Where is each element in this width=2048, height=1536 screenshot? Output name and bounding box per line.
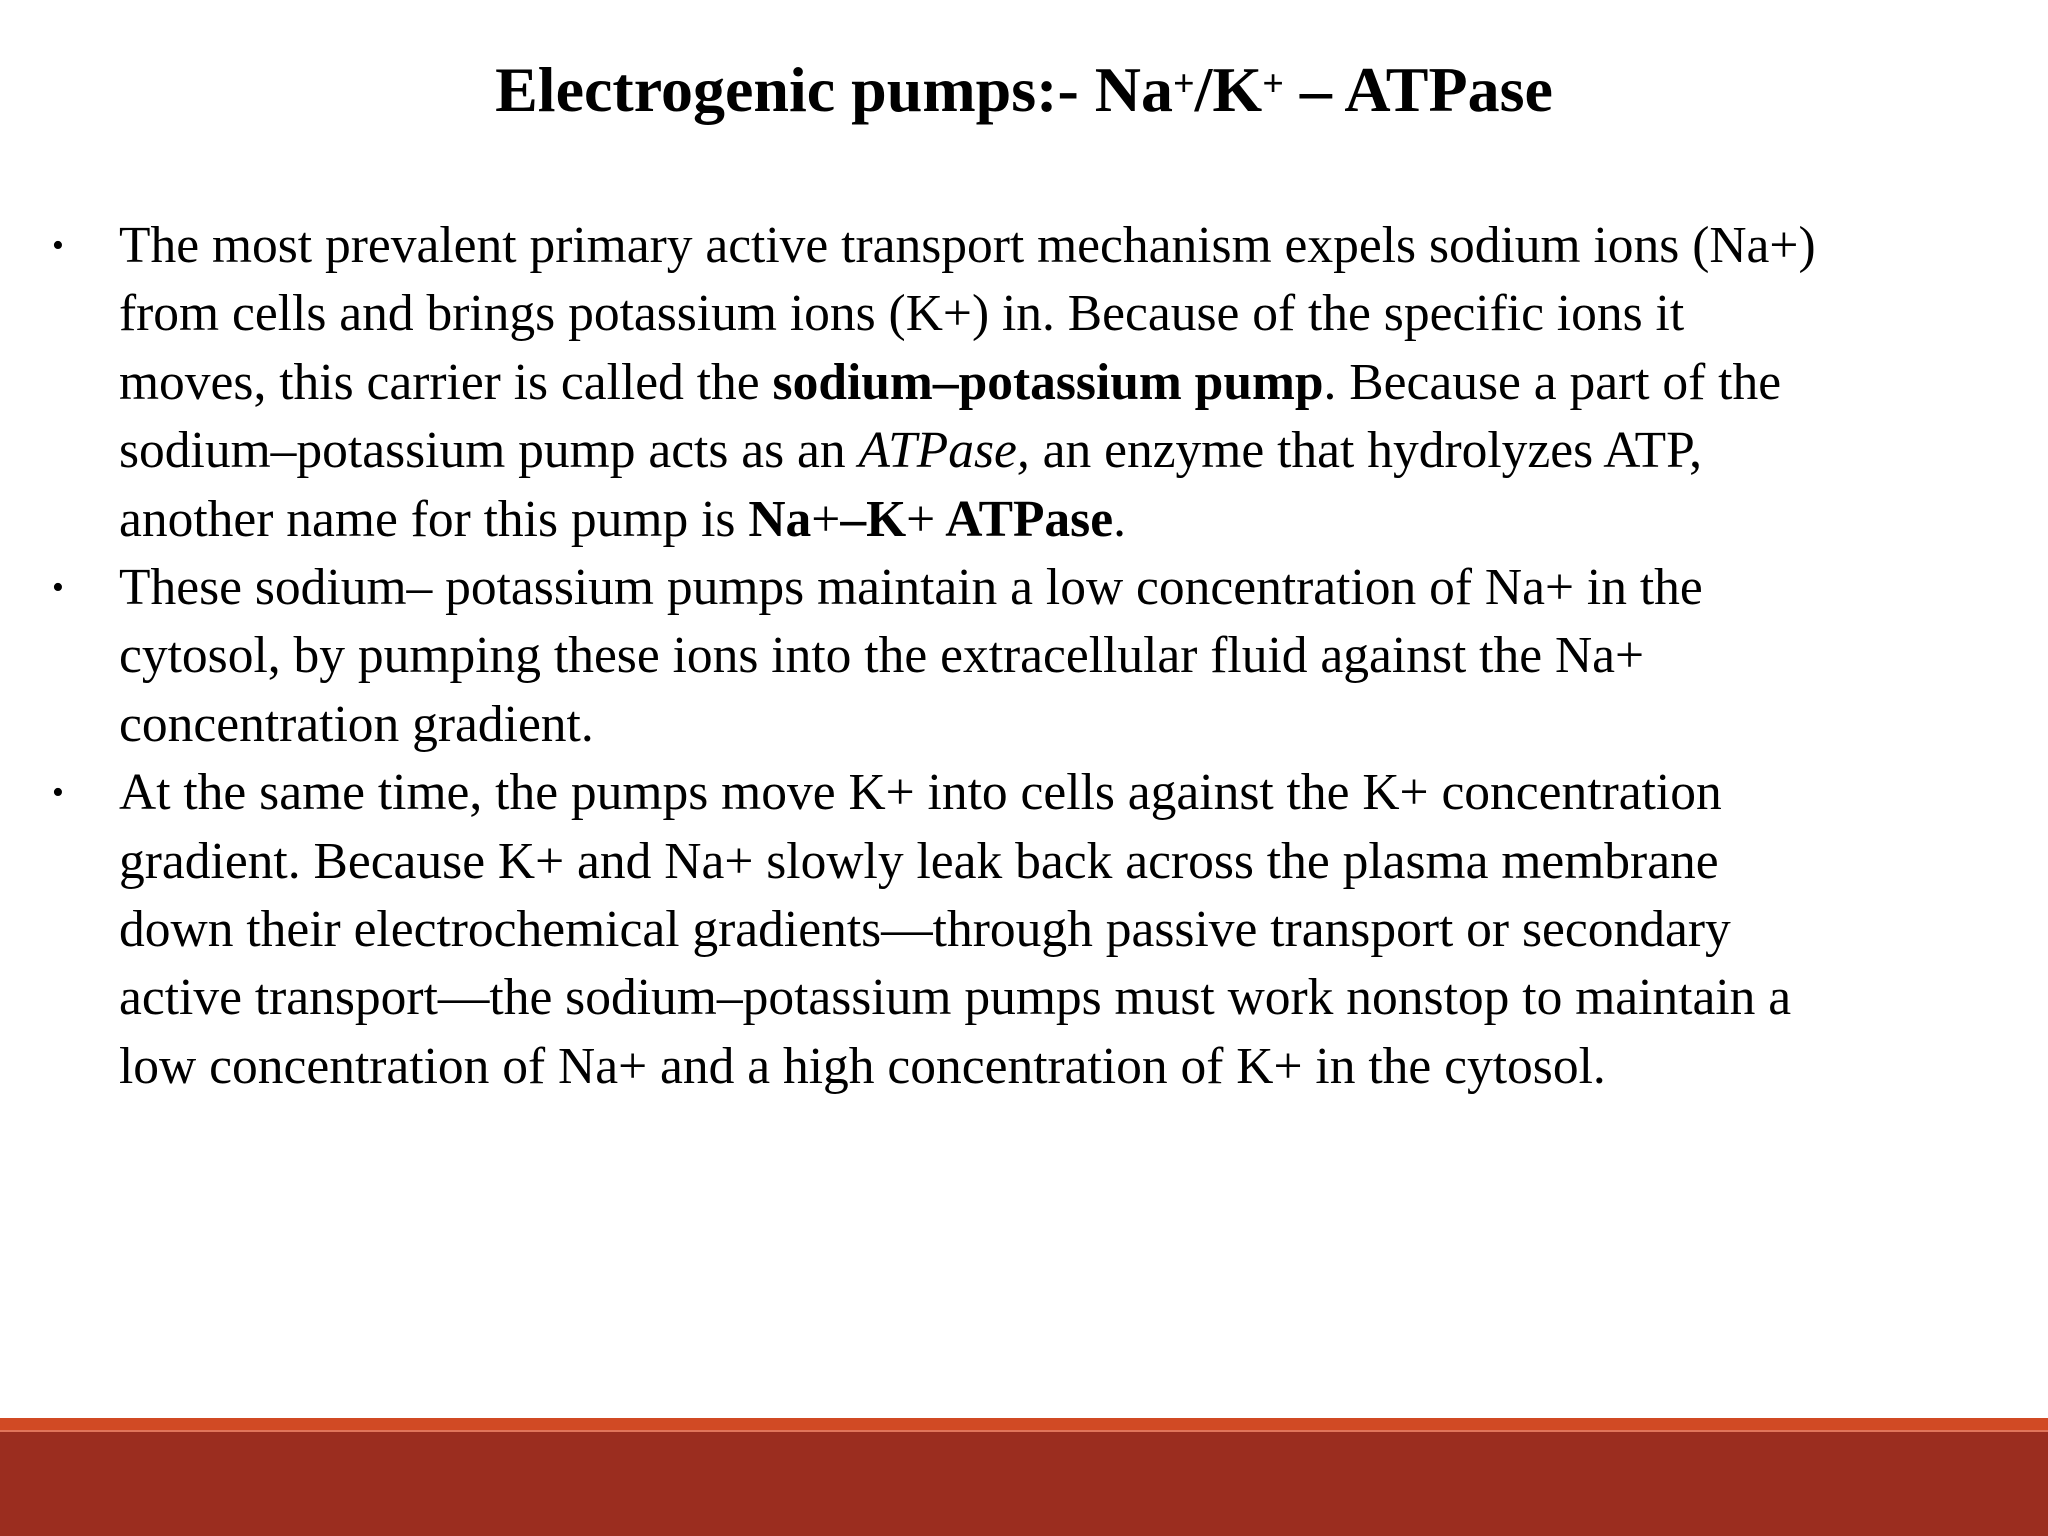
- na-term: Na: [748, 490, 812, 548]
- bullet-2-line-1: These sodium– potassium pumps maintain a low concentration of Na+ in the: [119, 559, 1703, 617]
- bullet-2-line-2: cytosol, by pumping these ions into the extracellular fluid against the Na+: [119, 627, 1645, 685]
- footer-divider: [0, 1430, 2048, 1432]
- atpase-term: ATPase,: [858, 422, 1030, 480]
- na-plus: +: [811, 490, 841, 548]
- k-term: –K: [840, 490, 907, 548]
- bullet-item-3: [0, 759, 2019, 1101]
- title-superscript-1: +: [1172, 63, 1195, 105]
- bullet-item-1: [0, 212, 2019, 554]
- sodium-potassium-pump-term: sodium–potassium pump: [772, 353, 1324, 411]
- title-part-3: – ATPase: [1283, 54, 1553, 125]
- bullet-3-line-3: down their electrochemical gradients—through passive transport or secondary: [119, 901, 1731, 959]
- bullet-icon: •: [52, 569, 64, 607]
- bullet-1-line-1: The most prevalent primary active transport mechanism expels sodium ions (Na+): [119, 217, 1816, 274]
- footer-accent-stripe: [0, 1418, 2048, 1430]
- bullet-3-line-4: active transport—the sodium–potassium pumps must work nonstop to maintain a: [119, 969, 1792, 1027]
- bullet-icon: •: [52, 227, 64, 264]
- bullet-list: [0, 212, 2048, 1101]
- bullet-1-line-3: [119, 349, 2019, 417]
- footer-band: [0, 1418, 2048, 1536]
- k-plus: +: [906, 490, 936, 548]
- title-part-1: Electrogenic pumps:- Na: [495, 54, 1173, 125]
- bullet-3-line-5: low concentration of Na+ and a high concentration of K+ in the cytosol.: [119, 1037, 1606, 1095]
- bullet-3-line-1: At the same time, the pumps move K+ into cells against the K+ concentration: [119, 764, 1722, 822]
- bullet-1-line-4-tail: an enzyme that hydrolyzes ATP,: [1029, 422, 1702, 480]
- bullet-1-line-2: from cells and brings potassium ions (K+) in. Because of the specific ions it: [119, 285, 1685, 343]
- bullet-1-line-4-text: sodium–potassium pump acts as an: [119, 422, 859, 480]
- title-superscript-2: +: [1262, 63, 1284, 105]
- title-part-2: /K: [1194, 54, 1263, 125]
- atpase-bold-term: ATPase: [935, 490, 1114, 548]
- bullet-1-line-3-text: moves, this carrier is called the: [119, 353, 773, 411]
- bullet-item-2: [0, 554, 2019, 759]
- bullet-1-line-5: [119, 486, 2019, 554]
- bullet-1-line-5-text: another name for this pump is: [119, 490, 749, 548]
- bullet-1-line-5-tail: .: [1113, 490, 1126, 548]
- bullet-1-line-3-tail: . Because a part of the: [1323, 353, 1782, 411]
- bullet-2-line-3: concentration gradient.: [119, 695, 594, 753]
- slide-title: [0, 50, 2048, 130]
- bullet-icon: •: [52, 774, 64, 812]
- bullet-1-line-4: [119, 417, 2019, 485]
- bullet-3-line-2: gradient. Because K+ and Na+ slowly leak back across the plasma membrane: [119, 832, 1719, 890]
